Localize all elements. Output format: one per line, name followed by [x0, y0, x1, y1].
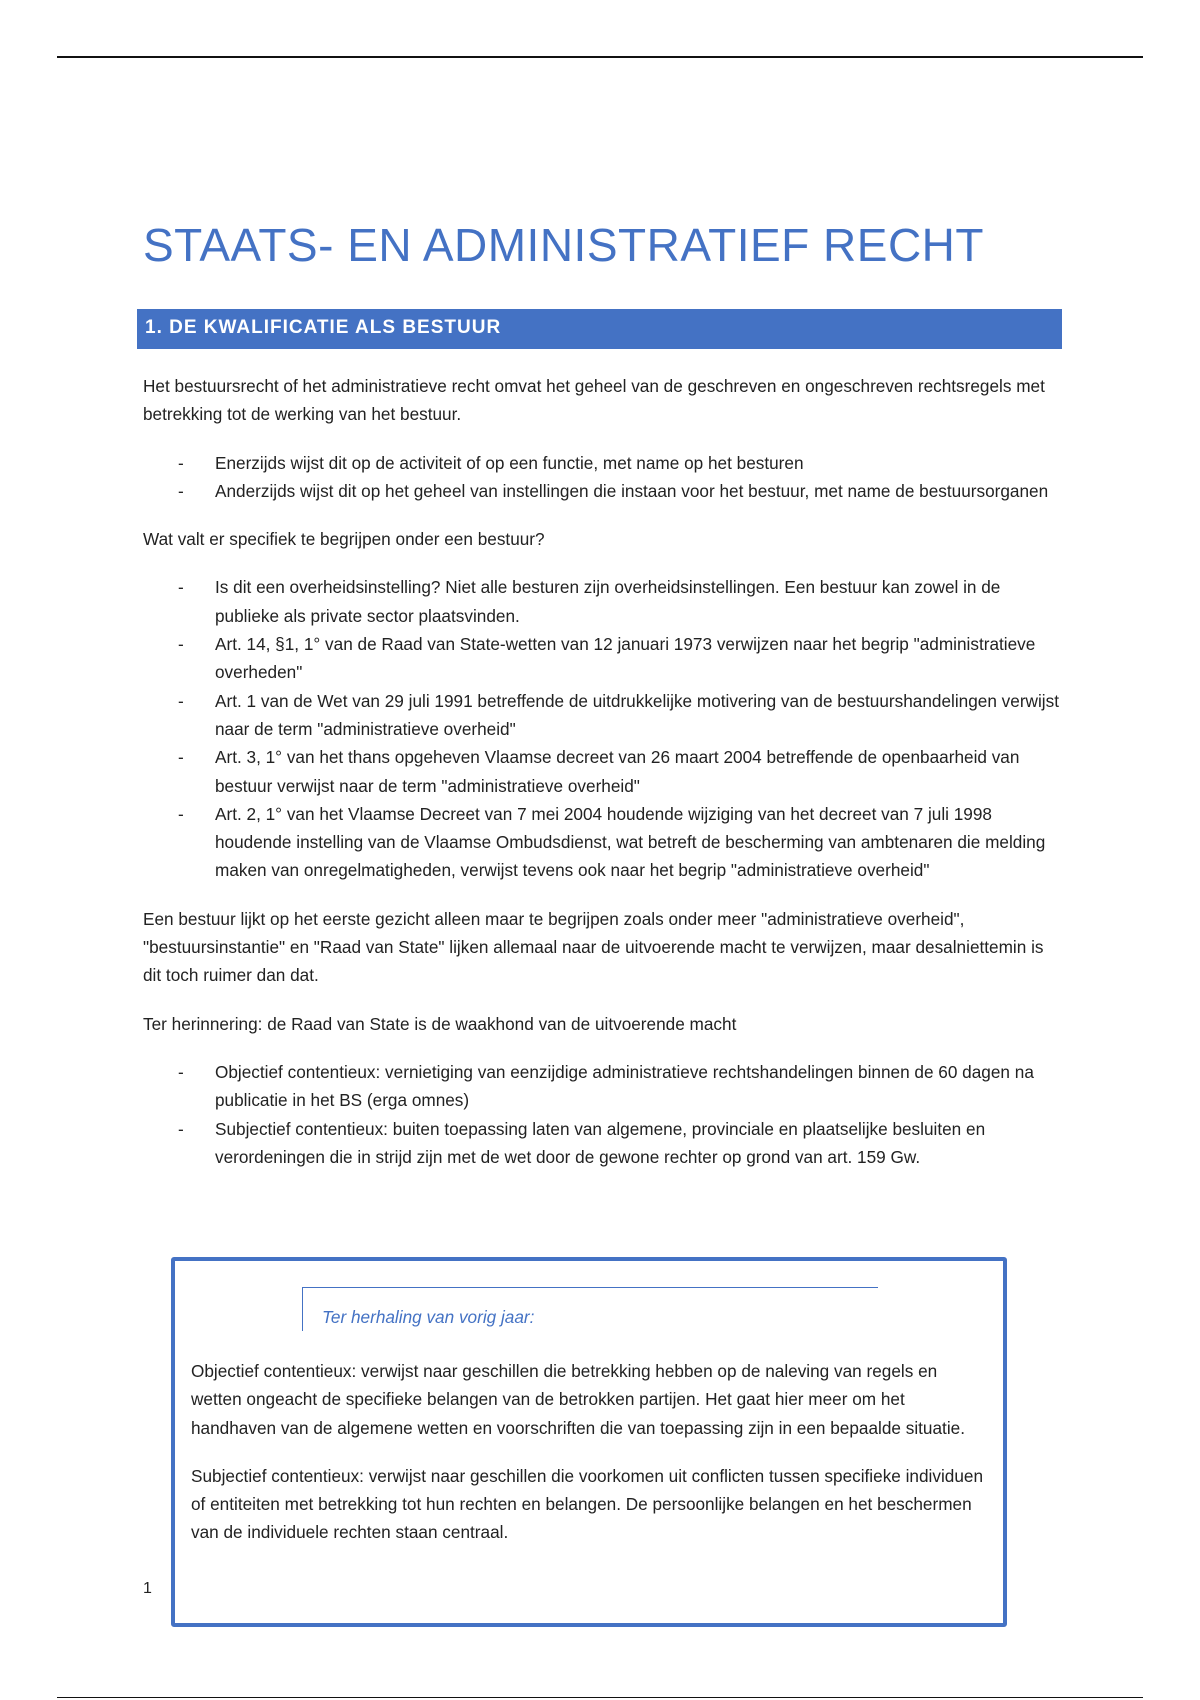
section-heading-bar [137, 309, 1062, 349]
recap-box-heading: Ter herhaling van vorig jaar: [302, 1287, 878, 1331]
question-paragraph: Wat valt er specifiek te begrijpen onder een bestuur? [143, 529, 545, 550]
body-paragraph: Een bestuur lijkt op het eerste gezicht alleen maar te begrijpen zoals onder meer "administratieve overheid", "bestuursinstantie" en "Raad van State" lijken allemaal naar de uitvoerende macht te verwijzen, maar desalniettemin is dit toch ruimer dan dat. [143, 908, 1044, 986]
list-item: - Objectief contentieux: vernietiging van eenzijdige administratieve rechtshandelingen binnen de 60 dagen na publicatie in het BS (erga omnes) [178, 1061, 1034, 1111]
list-item: - Art. 3, 1° van het thans opgeheven Vlaamse decreet van 26 maart 2004 betreffende de openbaarheid van bestuur verwijst naar de term "administratieve overheid" [178, 747, 1020, 796]
list-item: - Enerzijds wijst dit op de activiteit of op een functie, met name op het besturen [178, 452, 804, 473]
list-item: - Is dit een overheidsinstelling? Niet alle besturen zijn overheidsinstellingen. Een bestuur kan zowel in de publieke als private sector plaatsvinden. [178, 577, 1001, 626]
intro-paragraph: Het bestuursrecht of het administratieve recht omvat het geheel van de geschreven en ongeschreven rechtsregels met betrekking tot de werking van het bestuur. [143, 376, 1045, 425]
main-content [143, 372, 1063, 1191]
section-heading: 1. DE KWALIFICATIE ALS BESTUUR [145, 317, 502, 338]
recap-box-body [191, 1357, 991, 1567]
footer-rule [57, 1697, 1143, 1698]
list-item: - Art. 1 van de Wet van 29 juli 1991 betreffende de uitdrukkelijke motivering van de bestuurshandelingen verwijst naar de term "administratieve overheid" [178, 690, 1059, 739]
reminder-paragraph: Ter herinnering: de Raad van State is de waakhond van de uitvoerende macht [143, 1013, 737, 1034]
bullet-list-1 [143, 449, 1063, 506]
recap-paragraph: Subjectief contentieux: verwijst naar geschillen die voorkomen uit conflicten tussen specifieke individuen of entiteiten met betrekking tot hun rechten en belangen. De persoonlijke belangen en het beschermen van de individuele rechten staan centraal. [191, 1465, 984, 1543]
list-item: - Anderzijds wijst dit op het geheel van instellingen die instaan voor het bestuur, met name de bestuursorganen [178, 480, 1049, 501]
bullet-list-2 [143, 573, 1063, 884]
page-number: 1 [143, 1580, 152, 1597]
recap-paragraph: Objectief contentieux: verwijst naar geschillen die betrekking hebben op de naleving van regels en wetten ongeacht de specifieke belangen van de betrokken partijen. Het gaat hier meer om het handhaven van de algemene wetten en voorschriften die van toepassing zijn in een bepaalde situatie. [191, 1361, 965, 1438]
list-item: - Art. 2, 1° van het Vlaamse Decreet van 7 mei 2004 houdende wijziging van het decreet van 7 juli 1998 houdende instelling van de Vlaamse Ombudsdienst, wat betreft de bescherming van ambtenaren die melding maken van onregelmatigheden, verwijst tevens ook naar het begrip "administratieve overheid" [178, 803, 1046, 881]
list-item: - Subjectief contentieux: buiten toepassing laten van algemene, provinciale en plaatselijke besluiten en verordeningen die in strijd zijn met de wet door de gewone rechter op grond van art. 159 Gw. [178, 1118, 986, 1167]
header-rule [57, 56, 1143, 58]
bullet-list-3 [143, 1058, 1063, 1171]
document-title: STAATS- EN ADMINISTRATIEF RECHT [143, 219, 984, 271]
recap-box [171, 1257, 1007, 1627]
list-item: - Art. 14, §1, 1° van de Raad van State-wetten van 12 januari 1973 verwijzen naar het begrip "administratieve overheden" [178, 634, 1036, 683]
